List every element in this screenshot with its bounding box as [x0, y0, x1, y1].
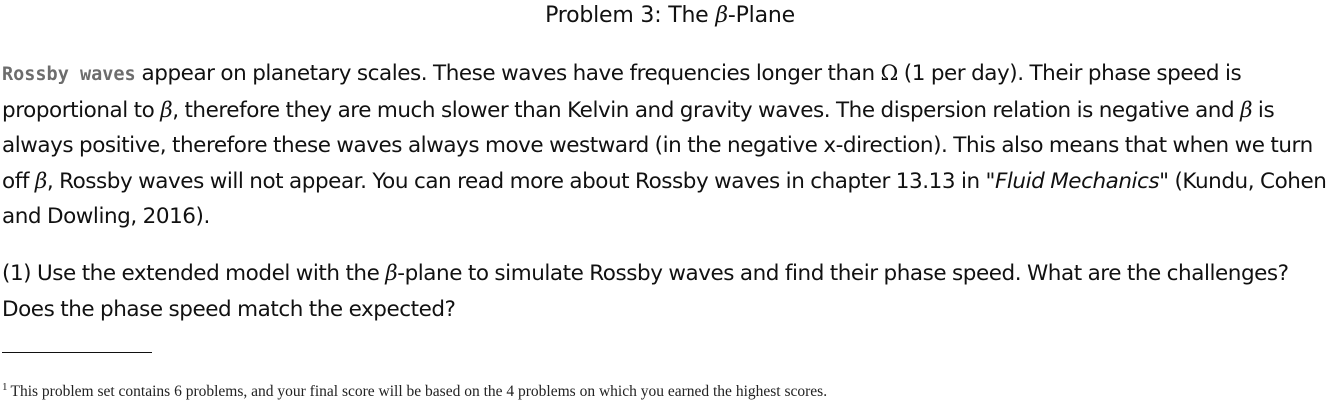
question-paragraph	[2, 256, 1338, 327]
intro-text-4: is always positive, therefore these waves always move westward (in the negative x-direction). This also means that when we turn off	[2, 97, 1313, 194]
footnote-text: This problem set contains 6 problems, and your final score will be based on the 4 problems on which you earned the highest scores.	[10, 383, 828, 400]
footnote-marker: 1	[2, 381, 8, 393]
title-prefix: Problem 3: The	[545, 3, 716, 28]
title-suffix: -Plane	[727, 3, 795, 28]
intro-paragraph	[2, 56, 1338, 235]
intro-text-3: , therefore they are much slower than Kelvin and gravity waves. The dispersion relation is negative and	[172, 97, 1241, 123]
beta-symbol: β	[1240, 97, 1253, 123]
intro-text-1: appear on planetary scales. These waves have frequencies longer than	[135, 61, 881, 86]
page-title	[0, 2, 1340, 30]
omega-symbol: Ω	[880, 61, 898, 86]
beta-symbol: β	[34, 168, 47, 194]
rossby-waves-term: Rossby waves	[2, 64, 136, 85]
beta-symbol: β	[385, 261, 398, 286]
intro-text-5: , Rossby waves will not appear. You can read more about Rossby waves in chapter 13.13 in	[46, 168, 986, 194]
question-text-2: -plane to simulate Rossby waves and find their phase speed. What are the challenges? Does the phase speed match the expected?	[2, 261, 1289, 322]
footnote	[2, 377, 827, 402]
question-text-1: (1) Use the extended model with the	[2, 261, 386, 286]
intro-text-6: (Kundu, Cohen and Dowling, 2016).	[2, 168, 1327, 229]
footnote-divider	[2, 352, 152, 353]
intro-text-2: (1 per day). Their phase speed is proportional to	[2, 61, 1242, 123]
book-title: "Fluid Mechanics"	[985, 168, 1169, 194]
beta-symbol: β	[715, 3, 728, 28]
beta-symbol: β	[160, 97, 173, 123]
